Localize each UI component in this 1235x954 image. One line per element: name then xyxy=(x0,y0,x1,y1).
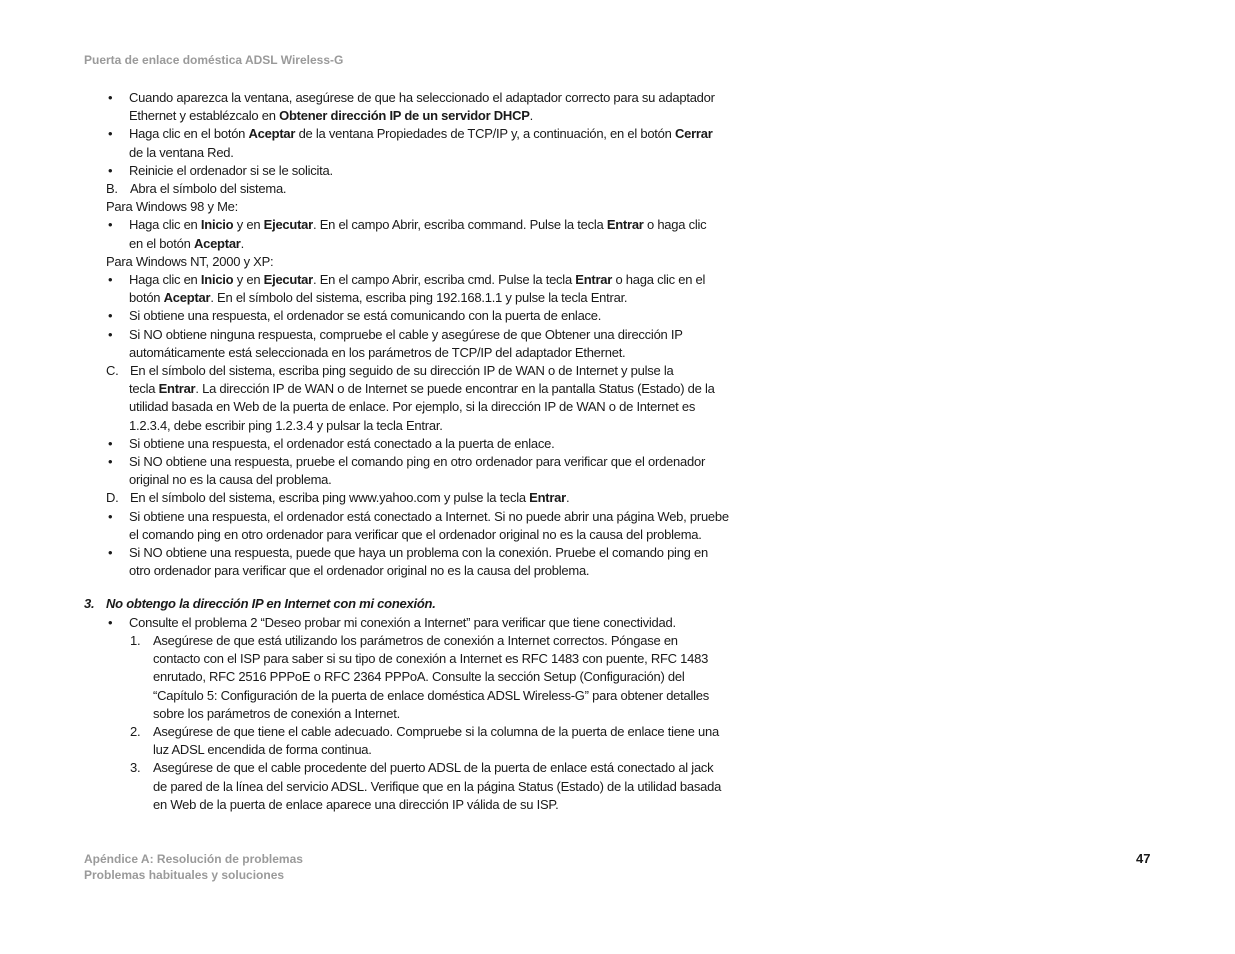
bullet-marker: • xyxy=(108,454,113,470)
text-line-num-cont xyxy=(84,687,764,705)
text-line-bullet-cont xyxy=(84,144,764,162)
text-run: Si obtiene una respuesta, el ordenador se está comunicando con la puerta de enlace. xyxy=(129,308,602,324)
text-run: en el botón xyxy=(129,235,194,251)
text-run: “Capítulo 5: Configuración de la puerta de enlace doméstica ADSL Wireless-G” para obtener detalles xyxy=(153,687,709,703)
bold-term: Entrar xyxy=(158,381,196,397)
text-run: o haga clic xyxy=(643,217,707,233)
text-run: . xyxy=(240,235,244,251)
text-line-num-cont xyxy=(84,796,764,814)
text-run: de la ventana Red. xyxy=(129,144,234,160)
text-run: utilidad basada en Web de la puerta de enlace. Por ejemplo, si la dirección IP de WAN o de Internet es xyxy=(129,399,696,415)
bold-term: Entrar xyxy=(575,272,613,288)
list-marker: 3. xyxy=(84,596,95,612)
list-marker: D. xyxy=(106,490,119,506)
section-heading xyxy=(84,595,764,613)
text-run: original no es la causa del problema. xyxy=(129,472,332,488)
text-line-bullet xyxy=(84,216,764,234)
list-marker: C. xyxy=(106,363,119,379)
bold-term: Inicio xyxy=(200,272,234,288)
text-run: otro ordenador para verificar que el ordenador original no es la causa del problema. xyxy=(129,563,590,579)
text-line-num xyxy=(84,759,764,777)
bold-term: Inicio xyxy=(200,217,234,233)
text-run: luz ADSL encendida de forma continua. xyxy=(153,742,372,758)
text-run: Ethernet y establézcalo en xyxy=(129,108,280,124)
bullet-marker: • xyxy=(108,326,113,342)
text-line-plain xyxy=(84,198,764,216)
bullet-marker: • xyxy=(108,614,113,630)
text-run: Haga clic en el botón xyxy=(129,126,249,142)
text-line-bullet xyxy=(84,89,764,107)
text-run: y en xyxy=(233,217,264,233)
text-run: Consulte el problema 2 “Deseo probar mi conexión a Internet” para verificar que tiene conectividad. xyxy=(129,614,676,630)
text-run: Asegúrese de que tiene el cable adecuado. Compruebe si la columna de la puerta de enlace tiene una xyxy=(153,723,719,739)
bold-term: Obtener dirección IP de un servidor DHCP xyxy=(279,108,530,124)
list-marker: B. xyxy=(106,181,118,197)
bullet-marker: • xyxy=(108,162,113,178)
bullet-marker: • xyxy=(108,545,113,561)
text-line-bullet-cont xyxy=(84,289,764,307)
text-line-num xyxy=(84,632,764,650)
bold-term: Entrar xyxy=(529,490,566,506)
text-line-bullet-cont xyxy=(84,526,764,544)
text-line-letter-cont xyxy=(84,380,764,398)
bullet-marker: • xyxy=(108,90,113,105)
text-line-letter xyxy=(84,180,764,198)
bold-term: Ejecutar xyxy=(263,217,313,233)
text-run: enrutado, RFC 2516 PPPoE o RFC 2364 PPPoA. Consulte la sección Setup (Configuración) del xyxy=(153,669,685,685)
text-run: 1.2.3.4, debe escribir ping 1.2.3.4 y pulsar la tecla Entrar. xyxy=(129,417,443,433)
text-line-bullet xyxy=(84,271,764,289)
text-run: Si NO obtiene ninguna respuesta, compruebe el cable y asegúrese de que Obtener una dirección IP xyxy=(129,326,683,342)
text-line-bullet xyxy=(84,125,764,143)
text-line-bullet-cont xyxy=(84,235,764,253)
bold-term: Cerrar xyxy=(674,126,713,142)
text-line-bullet xyxy=(84,508,764,526)
text-run: de pared de la línea del servicio ADSL. Verifique que en la página Status (Estado) de la utilidad basada xyxy=(153,778,722,794)
text-run: . En el símbolo del sistema, escriba ping 192.168.1.1 y pulse la tecla Entrar. xyxy=(210,290,628,306)
text-run: . La dirección IP de WAN o de Internet se puede encontrar en la pantalla Status (Estado) de la xyxy=(195,381,715,397)
text-run: Si NO obtiene una respuesta, puede que haya un problema con la conexión. Pruebe el comando ping en xyxy=(129,545,708,561)
text-line-letter xyxy=(84,362,764,380)
text-run: botón xyxy=(129,290,164,306)
bold-term: Ejecutar xyxy=(263,272,313,288)
text-run: Si obtiene una respuesta, el ordenador está conectado a la puerta de enlace. xyxy=(129,435,555,451)
text-line-letter-cont xyxy=(84,417,764,435)
running-header: Puerta de enlace doméstica ADSL Wireless-G xyxy=(84,53,344,67)
text-run: . xyxy=(565,490,570,506)
text-line-bullet xyxy=(84,453,764,471)
bullet-marker: • xyxy=(108,435,113,451)
text-line-num-cont xyxy=(84,741,764,759)
body-text xyxy=(84,89,764,814)
text-run: y en xyxy=(233,272,264,288)
text-run: . xyxy=(529,108,533,124)
bold-term: Aceptar xyxy=(248,126,296,142)
text-line-bullet-cont xyxy=(84,344,764,362)
text-run: Asegúrese de que está utilizando los parámetros de conexión a Internet correctos. Póngase en xyxy=(153,632,678,648)
text-run: Reinicie el ordenador si se le solicita. xyxy=(129,162,333,178)
text-run: Si obtiene una respuesta, el ordenador está conectado a Internet. Si no puede abrir una página Web, pruebe xyxy=(129,508,729,524)
text-run: el comando ping en otro ordenador para verificar que el ordenador original no es la causa del problema. xyxy=(129,526,702,542)
text-line-letter xyxy=(84,489,764,507)
text-line-bullet-cont xyxy=(84,107,764,125)
text-run: No obtengo la dirección IP en Internet con mi conexión. xyxy=(106,596,436,612)
text-run: o haga clic en el xyxy=(612,272,706,288)
text-line-num-cont xyxy=(84,778,764,796)
bold-term: Entrar xyxy=(606,217,644,233)
text-run: Para Windows NT, 2000 y XP: xyxy=(106,253,274,269)
text-line-num xyxy=(84,723,764,741)
bullet-marker: • xyxy=(108,217,113,233)
list-marker: 3. xyxy=(130,760,141,776)
list-marker: 2. xyxy=(130,723,141,739)
bold-term: Aceptar xyxy=(163,290,211,306)
text-run: Cuando aparezca la ventana, asegúrese de que ha seleccionado el adaptador correcto para su adaptador xyxy=(129,90,715,105)
bullet-marker: • xyxy=(108,508,113,524)
footer-section: Problemas habituales y soluciones xyxy=(84,868,285,882)
text-run: En el símbolo del sistema, escriba ping www.yahoo.com y pulse la tecla xyxy=(130,490,530,506)
text-line-plain xyxy=(84,253,764,271)
text-run: tecla xyxy=(129,381,159,397)
text-run: Si NO obtiene una respuesta, pruebe el comando ping en otro ordenador para verificar que el ordenador xyxy=(129,454,706,470)
bullet-marker: • xyxy=(108,308,113,324)
text-line-bullet xyxy=(84,326,764,344)
footer xyxy=(84,851,303,883)
list-marker: 1. xyxy=(130,632,141,648)
text-line-bullet-cont xyxy=(84,562,764,580)
text-run: . En el campo Abrir, escriba cmd. Pulse la tecla xyxy=(312,272,576,288)
text-line-num-cont xyxy=(84,668,764,686)
text-run: sobre los parámetros de conexión a Internet. xyxy=(153,705,400,721)
text-line-bullet xyxy=(84,162,764,180)
bold-term: Aceptar xyxy=(193,235,241,251)
text-run: Para Windows 98 y Me: xyxy=(106,199,239,215)
text-run: Abra el símbolo del sistema. xyxy=(130,181,287,197)
text-line-bullet xyxy=(84,435,764,453)
footer-chapter: Apéndice A: Resolución de problemas xyxy=(84,852,303,866)
text-line-num-cont xyxy=(84,650,764,668)
text-run: Asegúrese de que el cable procedente del puerto ADSL de la puerta de enlace está conectado al jack xyxy=(153,760,714,776)
text-run: Haga clic en xyxy=(129,217,201,233)
text-run: en Web de la puerta de enlace aparece una dirección IP válida de su ISP. xyxy=(153,796,559,812)
text-line-bullet-cont xyxy=(84,471,764,489)
text-run: contacto con el ISP para saber si su tipo de conexión a Internet es RFC 1483 con puente, RFC 1483 xyxy=(153,651,709,667)
text-line-bullet xyxy=(84,544,764,562)
text-run: automáticamente está seleccionada en los parámetros de TCP/IP del adaptador Ethernet. xyxy=(129,344,626,360)
text-run: En el símbolo del sistema, escriba ping seguido de su dirección IP de WAN o de Internet y pulse la xyxy=(130,363,674,379)
bullet-marker: • xyxy=(108,126,113,142)
text-line-bullet xyxy=(84,307,764,325)
text-run: Haga clic en xyxy=(129,272,201,288)
text-line-letter-cont xyxy=(84,398,764,416)
text-run: . En el campo Abrir, escriba command. Pulse la tecla xyxy=(312,217,607,233)
bullet-marker: • xyxy=(108,272,113,288)
text-run: de la ventana Propiedades de TCP/IP y, a continuación, en el botón xyxy=(295,126,675,142)
page-number: 47 xyxy=(1136,851,1151,866)
text-line-num-cont xyxy=(84,705,764,723)
text-line-bullet xyxy=(84,614,764,632)
